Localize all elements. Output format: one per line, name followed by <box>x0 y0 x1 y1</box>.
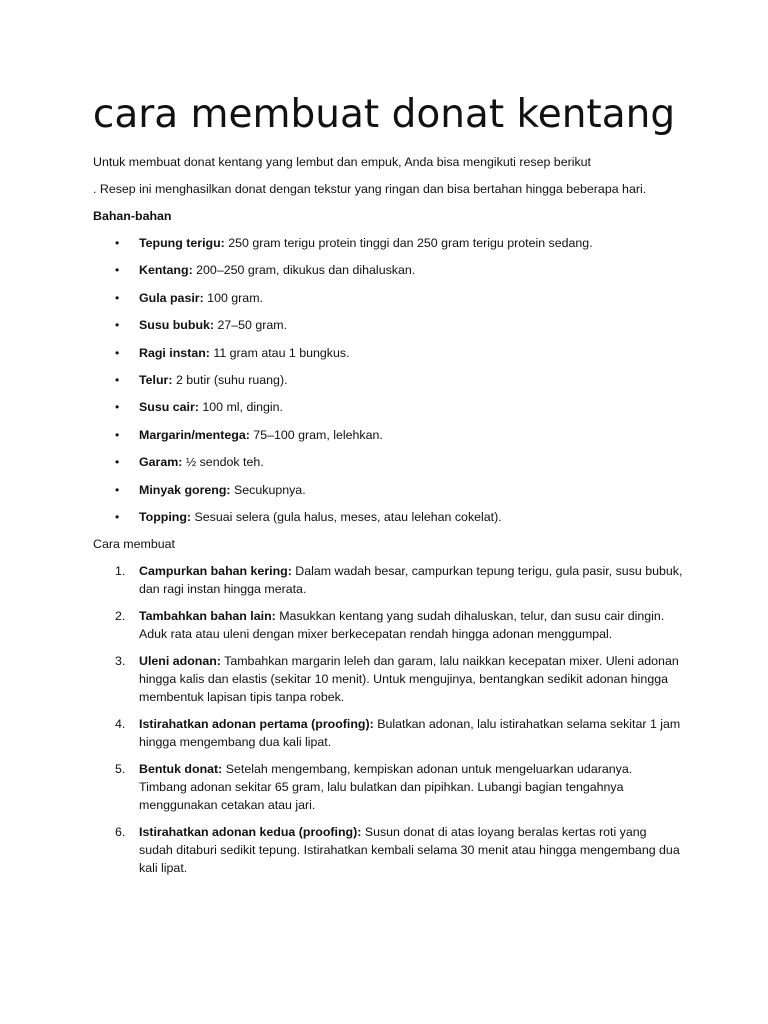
ingredient-detail: 27–50 gram. <box>214 318 288 333</box>
ingredient-name: Topping: <box>139 509 192 524</box>
ingredient-detail: 11 gram atau 1 bungkus. <box>209 345 350 360</box>
step-item <box>93 652 683 706</box>
ingredient-detail: 75–100 gram, lelehkan. <box>249 427 383 442</box>
step-detail: Setelah mengembang, kempiskan adonan untuk mengeluarkan udaranya. Timbang adonan sekitar 65 gram, lalu bulatkan dan pipihkan. Lubangi bagian tengahnya menggunakan cetakan atau jari. <box>139 762 633 813</box>
bullet-icon: • <box>115 345 120 360</box>
ingredient-item <box>93 453 683 471</box>
step-name: Istirahatkan adonan pertama (proofing): <box>139 717 374 732</box>
ingredient-item <box>93 426 683 444</box>
step-item <box>93 715 683 751</box>
ingredient-detail: 2 butir (suhu ruang). <box>172 372 288 387</box>
step-name: Uleni adonan: <box>139 654 221 669</box>
ingredient-name: Telur: <box>139 372 173 387</box>
ingredient-name: Tepung terigu: <box>139 236 225 250</box>
intro-paragraph-2: . Resep ini menghasilkan donat dengan tekstur yang ringan dan bisa bertahan hingga beberapa hari. <box>93 182 647 196</box>
step-number: 2. <box>115 609 126 624</box>
ingredient-item <box>93 234 683 252</box>
ingredient-name: Ragi instan: <box>139 345 210 360</box>
ingredients-list <box>93 234 683 526</box>
step-item <box>93 607 683 643</box>
ingredient-item <box>93 398 683 416</box>
ingredient-detail: Secukupnya. <box>230 482 306 497</box>
ingredient-item <box>93 316 683 334</box>
ingredient-detail: Sesuai selera (gula halus, meses, atau lelehan cokelat). <box>191 509 502 524</box>
step-detail: Susun donat di atas loyang beralas kertas roti yang sudah ditaburi sedikit tepung. Istirahatkan kembali selama 30 menit atau hingga mengembang dua kali lipat. <box>139 825 680 876</box>
ingredient-name: Gula pasir: <box>139 290 204 305</box>
document-body <box>93 153 683 886</box>
steps-list <box>93 562 683 877</box>
bullet-icon: • <box>115 236 120 250</box>
ingredient-name: Susu cair: <box>139 400 199 415</box>
bullet-icon: • <box>115 509 120 524</box>
step-item <box>93 562 683 598</box>
bullet-icon: • <box>115 427 120 442</box>
bullet-icon: • <box>115 400 120 415</box>
step-number: 6. <box>115 825 126 840</box>
ingredient-item <box>93 371 683 389</box>
step-item <box>93 823 683 877</box>
ingredient-name: Margarin/mentega: <box>139 427 250 442</box>
ingredient-item <box>93 261 683 279</box>
ingredient-item <box>93 344 683 362</box>
ingredient-detail: ½ sendok teh. <box>182 455 264 470</box>
ingredient-name: Garam: <box>139 455 183 470</box>
ingredient-name: Minyak goreng: <box>139 482 231 497</box>
bullet-icon: • <box>115 482 120 497</box>
ingredient-item <box>93 289 683 307</box>
document-title: cara membuat donat kentang <box>92 92 676 137</box>
step-item <box>93 760 683 814</box>
step-number: 1. <box>115 564 126 579</box>
ingredient-detail: 250 gram terigu protein tinggi dan 250 gram terigu protein sedang. <box>224 236 593 250</box>
step-name: Bentuk donat: <box>139 762 223 777</box>
ingredient-detail: 100 gram. <box>203 290 263 305</box>
intro-paragraph-1: Untuk membuat donat kentang yang lembut dan empuk, Anda bisa mengikuti resep berikut <box>93 155 591 169</box>
ingredients-heading: Bahan-bahan <box>93 209 172 223</box>
bullet-icon: • <box>115 318 120 333</box>
bullet-icon: • <box>115 372 120 387</box>
step-number: 4. <box>115 717 126 732</box>
ingredient-item <box>93 481 683 499</box>
step-number: 5. <box>115 762 126 777</box>
ingredient-item <box>93 508 683 526</box>
ingredient-detail: 200–250 gram, dikukus dan dihaluskan. <box>192 263 416 278</box>
ingredient-name: Kentang: <box>139 263 193 278</box>
step-name: Campurkan bahan kering: <box>139 564 292 579</box>
ingredient-name: Susu bubuk: <box>139 318 215 333</box>
step-detail: Dalam wadah besar, campurkan tepung terigu, gula pasir, susu bubuk, dan ragi instan hingga merata. <box>139 564 683 597</box>
step-name: Tambahkan bahan lain: <box>139 609 276 624</box>
ingredient-detail: 100 ml, dingin. <box>198 400 283 415</box>
steps-heading: Cara membuat <box>93 537 175 552</box>
step-name: Istirahatkan adonan kedua (proofing): <box>139 825 362 840</box>
step-detail: Masukkan kentang yang sudah dihaluskan, telur, dan susu cair dingin. Aduk rata atau uleni dengan mixer berkecepatan rendah hingga adonan menggumpal. <box>139 609 665 642</box>
step-detail: Tambahkan margarin leleh dan garam, lalu naikkan kecepatan mixer. Uleni adonan hingga kalis dan elastis (sekitar 10 menit). Untuk mengujinya, bentangkan sedikit adonan hingga membentuk lapisan tipis tanpa robek. <box>139 654 679 705</box>
bullet-icon: • <box>115 455 120 470</box>
bullet-icon: • <box>115 263 120 278</box>
bullet-icon: • <box>115 290 120 305</box>
step-detail: Bulatkan adonan, lalu istirahatkan selama sekitar 1 jam hingga mengembang dua kali lipat. <box>139 717 681 750</box>
step-number: 3. <box>115 654 126 669</box>
